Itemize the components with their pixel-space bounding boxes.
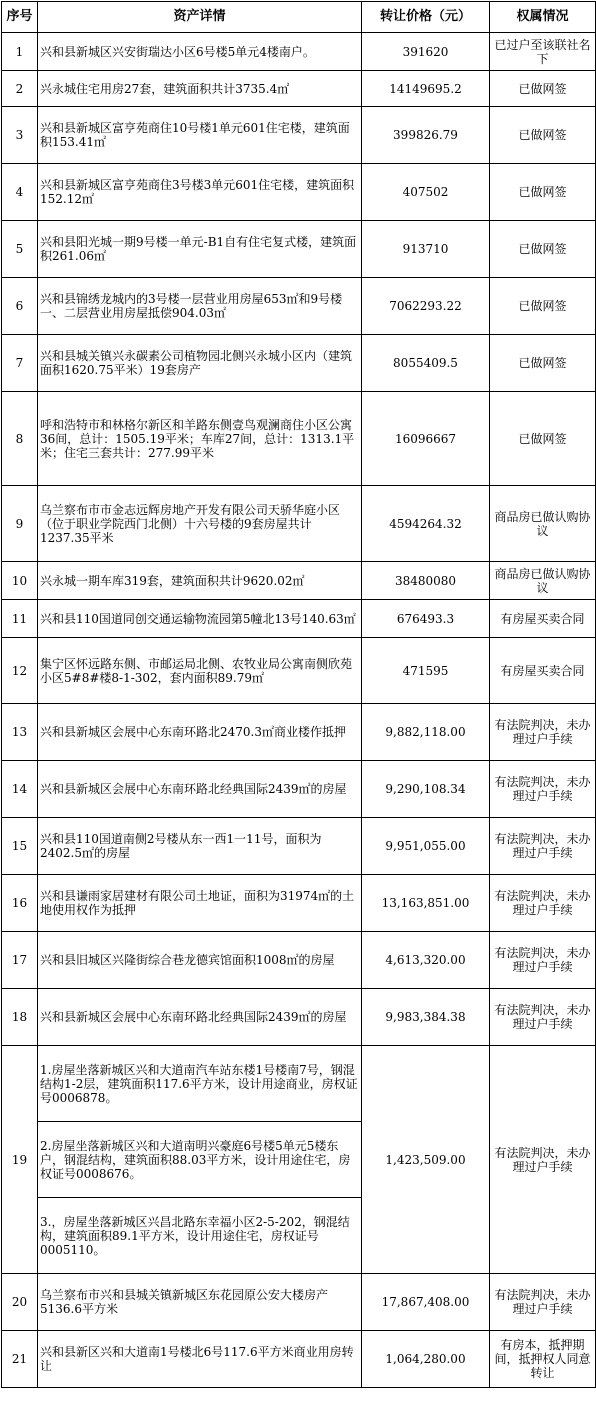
row-detail: 兴和县新城区会展中心东南环路北经典国际2439㎡的房屋 (38, 989, 362, 1046)
row-detail: 兴和县旧城区兴隆街综合巷龙德宾馆面积1008㎡的房屋 (38, 932, 362, 989)
row-price: 9,882,118.00 (362, 704, 490, 761)
row-no: 20 (2, 1274, 38, 1331)
row-no: 5 (2, 221, 38, 278)
table-row (2, 704, 596, 761)
row-status: 有房屋买卖合同 (490, 600, 596, 638)
row-detail: 1.房屋坐落新城区兴和大道南汽车站东楼1号楼南7号，钢混结构1-2层，建筑面积117.6平方米，设计用途商业，房权证号0006878。 (38, 1046, 362, 1122)
row-status: 已做网签 (490, 392, 596, 486)
row-status: 已做网签 (490, 107, 596, 164)
header-price: 转让价格（元） (362, 2, 490, 33)
row-detail: 兴和县城关镇兴永碳素公司植物园北侧兴永城小区内（建筑面积1620.75平米）19套房产 (38, 335, 362, 392)
asset-table (1, 1, 596, 1388)
row-price: 17,867,408.00 (362, 1274, 490, 1331)
row-no: 12 (2, 638, 38, 704)
row-no: 6 (2, 278, 38, 335)
row-detail: 兴和县新城区富亨苑商住10号楼1单元601住宅楼，建筑面积153.41㎡ (38, 107, 362, 164)
row-price: 471595 (362, 638, 490, 704)
row-detail: 兴和县阳光城一期9号楼一单元-B1自有住宅复式楼，建筑面积261.06㎡ (38, 221, 362, 278)
row-no: 8 (2, 392, 38, 486)
row-no: 3 (2, 107, 38, 164)
row-detail: 兴和县新城区会展中心东南环路北经典国际2439㎡的房屋 (38, 761, 362, 818)
table-row (2, 278, 596, 335)
table-row (2, 392, 596, 486)
row-price: 14149695.2 (362, 71, 490, 107)
row-no: 21 (2, 1331, 38, 1388)
row-no: 1 (2, 33, 38, 71)
row-status: 已过户至该联社名下 (490, 33, 596, 71)
row-detail: 兴和县110国道同创交通运输物流园第5幢北13号140.63㎡ (38, 600, 362, 638)
row-detail: 兴和县110国道南侧2号楼从东一西1一11号，面积为2402.5㎡的房屋 (38, 818, 362, 875)
header-detail: 资产详情 (38, 2, 362, 33)
table-row (2, 600, 596, 638)
row-price: 9,951,055.00 (362, 818, 490, 875)
row-no: 17 (2, 932, 38, 989)
row-price: 16096667 (362, 392, 490, 486)
row-status: 有法院判决，未办理过户手续 (490, 1274, 596, 1331)
row-no: 15 (2, 818, 38, 875)
row-detail: 兴和县新城区富亨苑商住3号楼3单元601住宅楼，建筑面积152.12㎡ (38, 164, 362, 221)
row-price: 676493.3 (362, 600, 490, 638)
row-status: 已做网签 (490, 221, 596, 278)
row-no: 2 (2, 71, 38, 107)
row-detail: 兴永城住宅用房27套，建筑面积共计3735.4㎡ (38, 71, 362, 107)
table-row (2, 486, 596, 562)
table-row (2, 335, 596, 392)
row-no: 16 (2, 875, 38, 932)
table-row (2, 562, 596, 600)
table-row (2, 1274, 596, 1331)
row-no: 14 (2, 761, 38, 818)
row-no: 19 (2, 1046, 38, 1274)
row-status: 有法院判决，未办理过户手续 (490, 932, 596, 989)
table-header-row (2, 2, 596, 33)
row-status: 已做网签 (490, 71, 596, 107)
row-no: 13 (2, 704, 38, 761)
row-status: 已做网签 (490, 278, 596, 335)
header-no: 序号 (2, 2, 38, 33)
row-no: 10 (2, 562, 38, 600)
table-row (2, 1331, 596, 1388)
row-status: 有法院判决，未办理过户手续 (490, 818, 596, 875)
row-detail: 乌兰察布市市金志远辉房地产开发有限公司天骄华庭小区（位于职业学院西门北侧）十六号楼的9套房屋共计1237.35平米 (38, 486, 362, 562)
row-detail: 兴和县新城区兴安街瑞达小区6号楼5单元4楼南户。 (38, 33, 362, 71)
row-detail: 兴和县新区兴和大道南1号楼北6号117.6平方米商业用房转让 (38, 1331, 362, 1388)
row-price: 8055409.5 (362, 335, 490, 392)
table-row (2, 71, 596, 107)
row-status: 商品房已做认购协议 (490, 486, 596, 562)
row-status: 已做网签 (490, 335, 596, 392)
table-row (2, 638, 596, 704)
row-detail: 兴和县锦绣龙城内的3号楼一层营业用房屋653㎡和9号楼一、二层营业用房屋抵偿904.03㎡ (38, 278, 362, 335)
row-price: 391620 (362, 33, 490, 71)
row-detail: 兴和县新城区会展中心东南环路北2470.3㎡商业楼作抵押 (38, 704, 362, 761)
table-row (2, 875, 596, 932)
row-price: 9,290,108.34 (362, 761, 490, 818)
row-status: 有法院判决，未办理过户手续 (490, 989, 596, 1046)
row-status: 有法院判决，未办理过户手续 (490, 875, 596, 932)
table-row (2, 221, 596, 278)
row-status: 有房本，抵押期间，抵押权人同意转让 (490, 1331, 596, 1388)
row-no: 11 (2, 600, 38, 638)
row-detail: 2.房屋坐落新城区兴和大道南明兴豪庭6号楼5单元5楼东户，钢混结构，建筑面积88.03平方米，设计用途住宅，房权证号0008676。 (38, 1122, 362, 1198)
row-price: 399826.79 (362, 107, 490, 164)
row-price: 13,163,851.00 (362, 875, 490, 932)
row-price: 9,983,384.38 (362, 989, 490, 1046)
header-status: 权属情况 (490, 2, 596, 33)
table-row (2, 818, 596, 875)
row-status: 有法院判决，未办理过户手续 (490, 704, 596, 761)
table-row (2, 1046, 596, 1122)
row-price: 1,423,509.00 (362, 1046, 490, 1274)
row-price: 7062293.22 (362, 278, 490, 335)
row-status: 已做网签 (490, 164, 596, 221)
row-status: 有房屋买卖合同 (490, 638, 596, 704)
row-no: 7 (2, 335, 38, 392)
row-no: 18 (2, 989, 38, 1046)
table-row (2, 761, 596, 818)
row-price: 913710 (362, 221, 490, 278)
table-row (2, 989, 596, 1046)
row-price: 407502 (362, 164, 490, 221)
row-status: 商品房已做认购协议 (490, 562, 596, 600)
row-price: 4594264.32 (362, 486, 490, 562)
row-detail: 3.，房屋坐落新城区兴昌北路东幸福小区2-5-202，钢混结构，建筑面积89.1平方米，设计用途住宅，房权证号0005110。 (38, 1198, 362, 1274)
table-row (2, 932, 596, 989)
table-row (2, 107, 596, 164)
row-detail: 呼和浩特市和林格尔新区和羊路东侧壹鸟观澜商住小区公寓36间，总计：1505.19平米；车库27间，总计：1313.1平米；住宅三套共计：277.99平米 (38, 392, 362, 486)
row-status: 有法院判决，未办理过户手续 (490, 1046, 596, 1274)
row-price: 1,064,280.00 (362, 1331, 490, 1388)
row-status: 有法院判决，未办理过户手续 (490, 761, 596, 818)
row-detail: 兴永城一期车库319套，建筑面积共计9620.02㎡ (38, 562, 362, 600)
row-no: 4 (2, 164, 38, 221)
row-detail: 兴和县谦雨家居建材有限公司土地证，面积为31974㎡的土地使用权作为抵押 (38, 875, 362, 932)
row-no: 9 (2, 486, 38, 562)
table-row (2, 164, 596, 221)
row-detail: 集宁区怀远路东侧、市邮运局北侧、农牧业局公寓南侧欣苑小区5#8#楼8-1-302，套内面积89.79㎡ (38, 638, 362, 704)
table-row (2, 33, 596, 71)
row-price: 4,613,320.00 (362, 932, 490, 989)
row-price: 38480080 (362, 562, 490, 600)
row-detail: 乌兰察布市兴和县城关镇新城区东花园原公安大楼房产5136.6平方米 (38, 1274, 362, 1331)
